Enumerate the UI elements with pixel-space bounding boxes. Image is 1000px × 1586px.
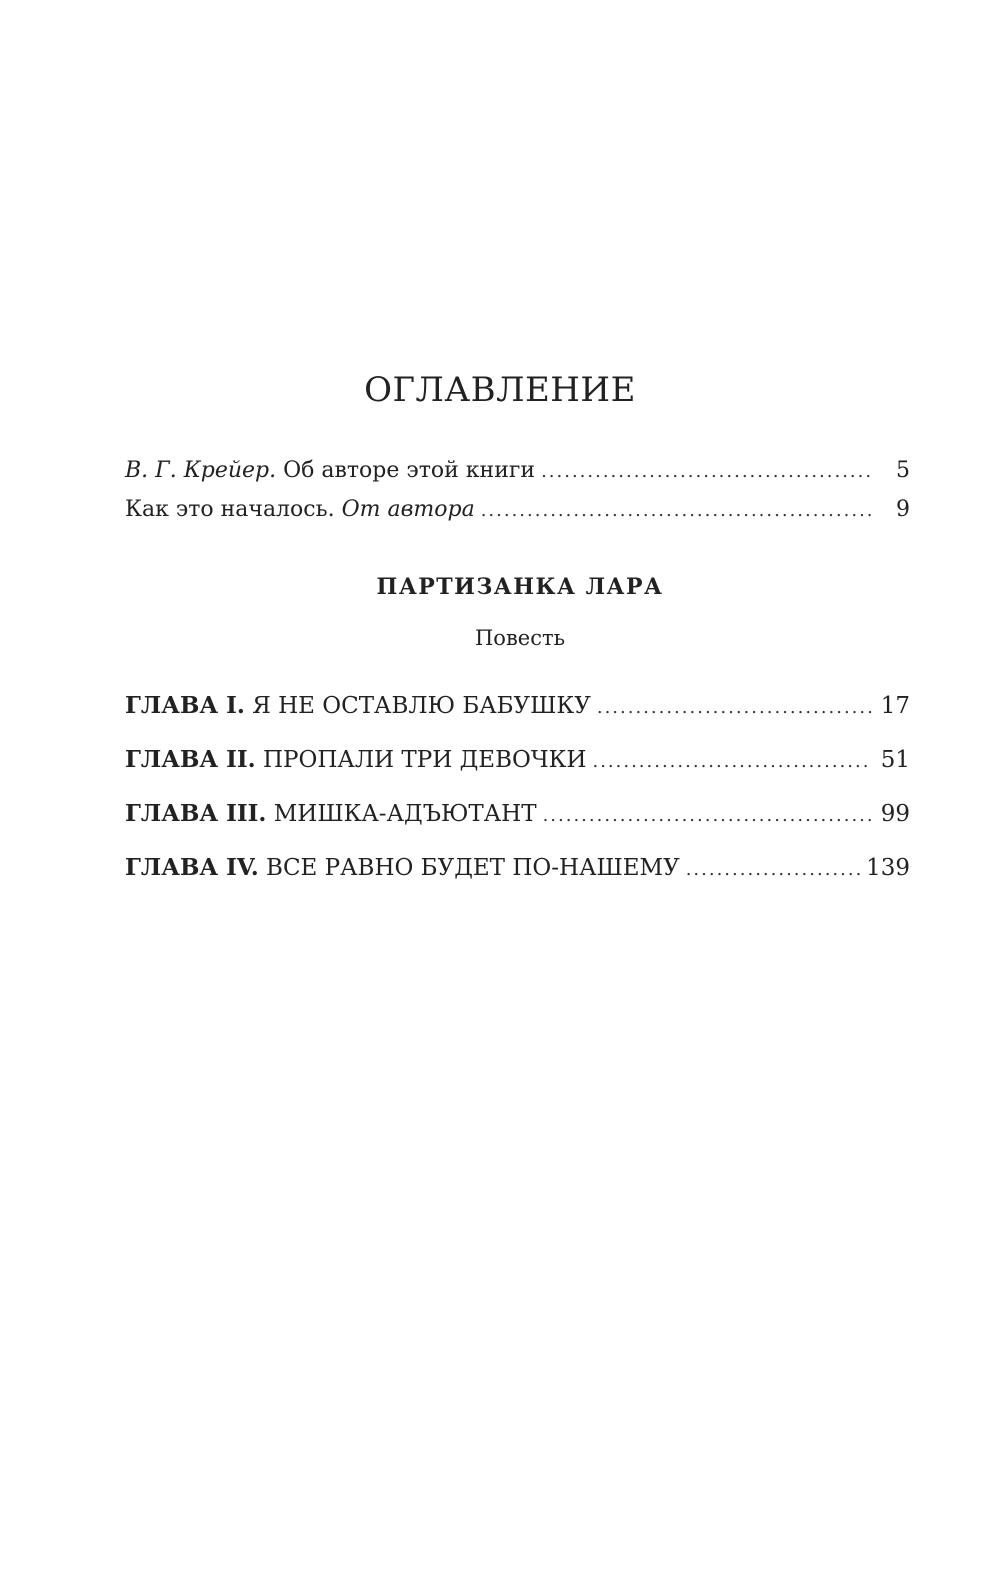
section-subtitle: Повесть [474, 626, 566, 650]
dot-leader [597, 697, 872, 718]
chapter-label: ГЛАВА I. [125, 692, 245, 719]
chapter-title: ПРОПАЛИ ТРИ ДЕВОЧКИ [262, 747, 587, 773]
dot-leader [543, 805, 872, 826]
section-title: ПАРТИЗАНКА ЛАРА [376, 574, 664, 600]
chapter-title: МИШКА-АДЪЮТАНТ [273, 801, 537, 827]
page-number: 17 [880, 693, 910, 719]
dot-leader [541, 461, 872, 482]
chapter-title: ВСЕ РАВНО БУДЕТ ПО-НАШЕМУ [266, 855, 680, 881]
toc-entry-how-it-began[interactable] [125, 497, 910, 522]
toc-entry-label [125, 854, 680, 881]
entry-author: В. Г. Крейер. [125, 458, 277, 483]
toc-entry-label [125, 800, 537, 827]
dot-leader [481, 500, 872, 521]
entry-note: От автора [341, 497, 475, 522]
toc-entry-label [125, 458, 535, 483]
entry-title: Как это началось. [125, 497, 335, 522]
dot-leader [686, 859, 860, 880]
chapter-title: Я НЕ ОСТАВЛЮ БАБУШКУ [252, 693, 591, 719]
dot-leader [592, 751, 872, 772]
toc-entry-label [125, 497, 475, 522]
toc-entry-chapter-3[interactable] [125, 800, 910, 827]
toc-entry-label [125, 746, 586, 773]
chapter-label: ГЛАВА II. [125, 746, 256, 773]
page-number: 51 [880, 747, 910, 773]
chapter-label: ГЛАВА IV. [125, 854, 259, 881]
toc-entry-chapter-2[interactable] [125, 746, 910, 773]
toc-entry-label [125, 692, 591, 719]
toc-entry-about-author[interactable] [125, 458, 910, 483]
page-number: 5 [896, 458, 910, 483]
toc-entry-chapter-1[interactable] [125, 692, 910, 719]
page-number: 99 [880, 801, 910, 827]
page-number: 139 [866, 855, 910, 881]
chapter-label: ГЛАВА III. [125, 800, 267, 827]
page-number: 9 [896, 497, 910, 522]
entry-title: Об авторе этой книги [283, 458, 536, 483]
toc-entry-chapter-4[interactable] [125, 854, 910, 881]
toc-title: ОГЛАВЛЕНИЕ [364, 370, 636, 410]
